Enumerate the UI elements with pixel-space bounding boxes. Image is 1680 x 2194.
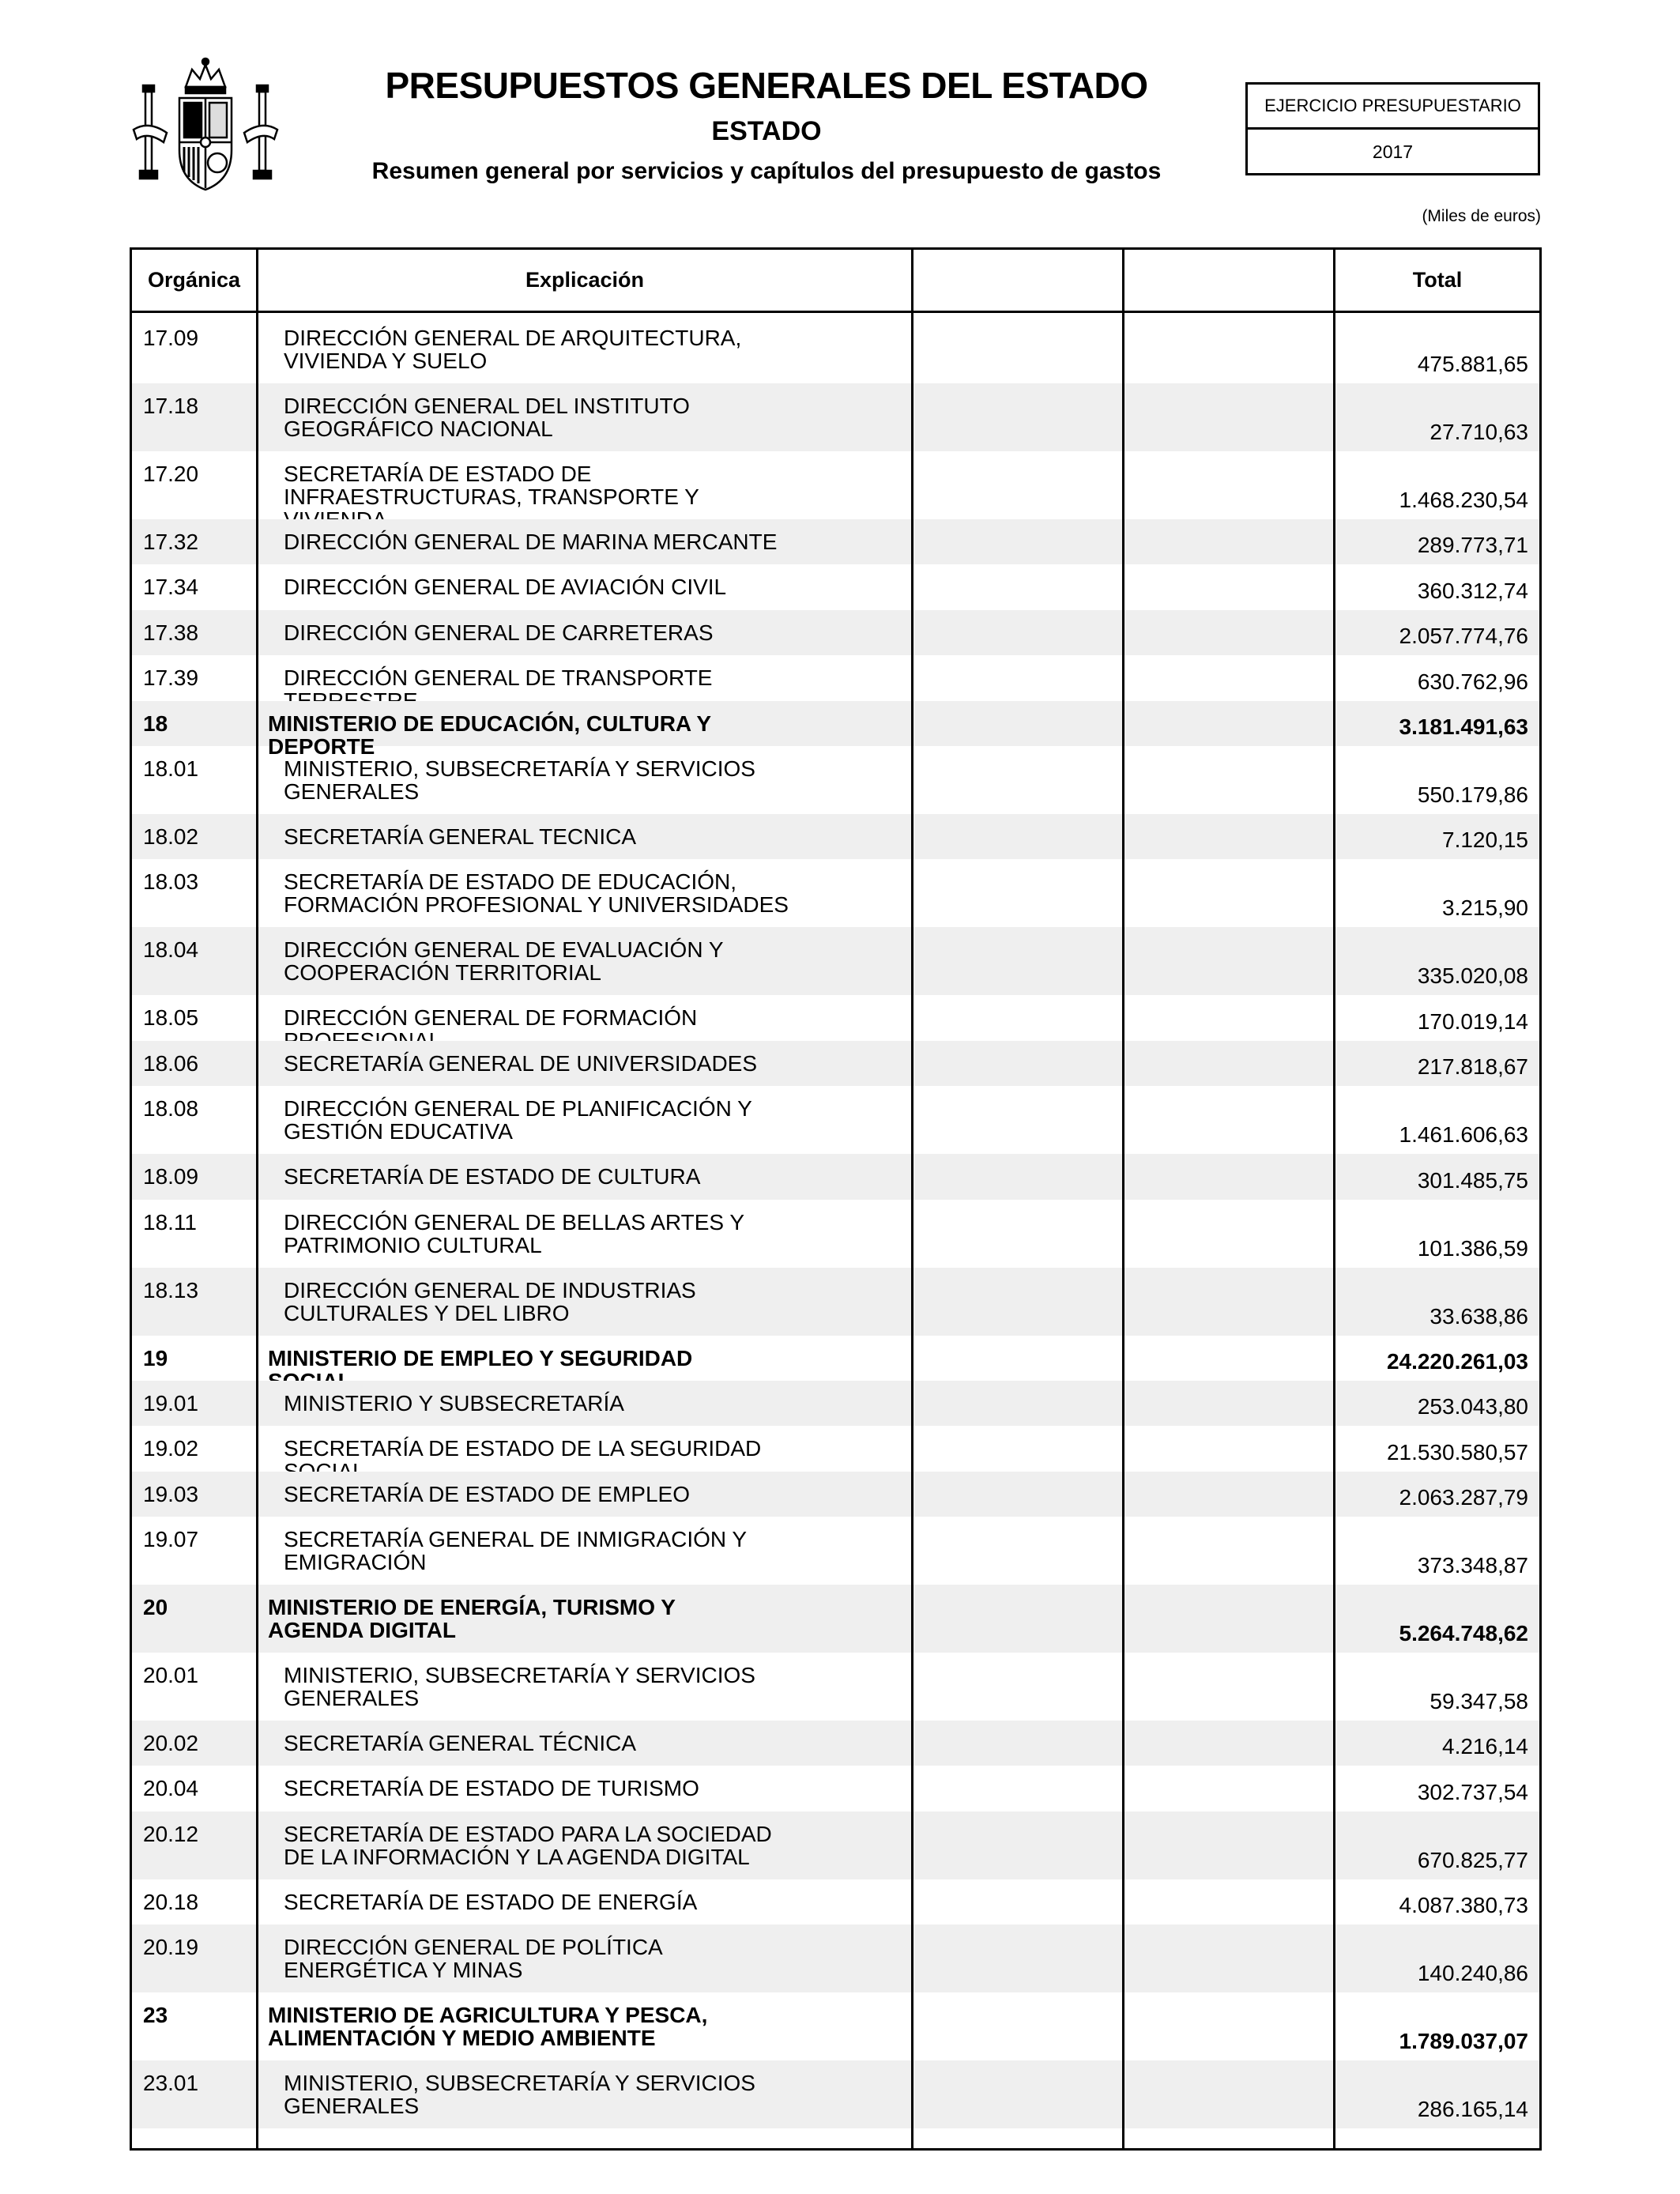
row-total: 4.087.380,73 — [1399, 1893, 1528, 1918]
row-organica: 19.01 — [143, 1390, 199, 1416]
row-organica: 23.01 — [143, 2071, 199, 2096]
budget-table — [130, 247, 1542, 2151]
row-explicacion: DIRECCIÓN GENERAL DE PLANIFICACIÓN Y GESTIÓN EDUCATIVA — [284, 1096, 752, 1144]
row-organica: 19.07 — [143, 1527, 199, 1552]
row-total: 170.019,14 — [1417, 1008, 1528, 1034]
row-organica: 18.06 — [143, 1050, 199, 1076]
table-row — [132, 1811, 1539, 1879]
page-description: Resumen general por servicios y capítulos del presupuesto de gastos — [371, 158, 1162, 184]
row-total: 630.762,96 — [1417, 669, 1528, 694]
table-header — [132, 250, 1539, 313]
ejercicio-year: 2017 — [1372, 141, 1414, 162]
row-total: 7.120,15 — [1442, 827, 1528, 853]
table-row — [132, 1041, 1539, 1086]
row-organica: 18.08 — [143, 1096, 199, 1122]
table-row — [132, 610, 1539, 655]
table-row — [132, 814, 1539, 859]
table-row — [132, 1200, 1539, 1268]
row-explicacion: DIRECCIÓN GENERAL DE CARRETERAS — [284, 620, 714, 645]
table-row — [132, 995, 1539, 1040]
row-total: 4.216,14 — [1442, 1734, 1528, 1759]
column-header-4 — [1124, 250, 1333, 311]
row-organica: 20.12 — [143, 1821, 199, 1846]
row-organica: 18 — [143, 711, 168, 736]
row-explicacion: DIRECCIÓN GENERAL DE FORMACIÓN — [284, 1005, 698, 1031]
row-organica: 20.02 — [143, 1731, 199, 1756]
page-subtitle: ESTADO — [711, 116, 822, 146]
units-note: (Miles de euros) — [1422, 207, 1541, 225]
row-total: 360.312,74 — [1417, 578, 1528, 603]
row-explicacion: DIRECCIÓN GENERAL DE BELLAS ARTES Y PATRIMONIO CULTURAL — [284, 1209, 744, 1257]
row-explicacion: MINISTERIO, SUBSECRETARÍA Y SERVICIOS GENERALES — [284, 756, 755, 804]
row-explicacion: MINISTERIO Y SUBSECRETARÍA — [284, 1390, 624, 1416]
row-organica: 18.01 — [143, 756, 199, 781]
column-header-3 — [913, 250, 1122, 311]
table-row — [132, 655, 1539, 700]
row-explicacion: MINISTERIO, SUBSECRETARÍA Y SERVICIOS GENERALES — [284, 2071, 755, 2119]
row-organica: 20.19 — [143, 1935, 199, 1960]
table-row — [132, 1426, 1539, 1471]
row-organica: 17.34 — [143, 575, 199, 600]
row-explicacion: SECRETARÍA DE ESTADO DE CULTURA — [284, 1164, 701, 1189]
row-explicacion: MINISTERIO, SUBSECRETARÍA Y SERVICIOS GENERALES — [284, 1663, 755, 1711]
table-row — [132, 859, 1539, 927]
row-organica: 19.02 — [143, 1436, 199, 1461]
column-divider — [1122, 250, 1124, 2148]
row-organica: 18.04 — [143, 937, 199, 963]
table-row — [132, 383, 1539, 451]
row-explicacion: SECRETARÍA GENERAL TÉCNICA — [284, 1731, 637, 1756]
row-organica: 17.39 — [143, 665, 199, 691]
row-organica: 20.01 — [143, 1663, 199, 1688]
row-total: 1.789.037,07 — [1399, 2029, 1528, 2054]
row-total: 289.773,71 — [1417, 533, 1528, 558]
row-organica: 17.32 — [143, 530, 199, 554]
header — [316, 62, 1217, 190]
row-explicacion: SECRETARÍA DE ESTADO DE INFRAESTRUCTURAS, TRANSPORTE Y — [284, 462, 699, 509]
row-explicacion: SECRETARÍA DE ESTADO DE EMPLEO — [284, 1481, 690, 1506]
row-total: 3.181.491,63 — [1399, 714, 1528, 739]
row-total: 101.386,59 — [1417, 1235, 1528, 1261]
row-organica: 17.18 — [143, 394, 199, 418]
column-header-total: Total — [1412, 268, 1463, 292]
row-explicacion: SECRETARÍA GENERAL TECNICA — [284, 824, 637, 849]
ejercicio-box — [1245, 82, 1540, 175]
row-total: 286.165,14 — [1417, 2097, 1528, 2122]
row-organica: 17.20 — [143, 462, 199, 486]
row-total: 24.220.261,03 — [1386, 1348, 1528, 1374]
row-organica: 18.13 — [143, 1277, 199, 1302]
table-row — [132, 1336, 1539, 1381]
table-row — [132, 1517, 1539, 1585]
row-total: 33.638,86 — [1430, 1303, 1528, 1329]
column-header-organica: Orgánica — [147, 268, 241, 292]
table-row — [132, 746, 1539, 814]
row-explicacion: MINISTERIO DE EDUCACIÓN, CULTURA Y DEPORTE — [268, 711, 711, 759]
row-total: 2.057.774,76 — [1399, 624, 1528, 649]
table-row — [132, 701, 1539, 759]
table-row — [132, 1721, 1539, 1766]
table-row — [132, 1924, 1539, 1992]
table-row — [132, 1472, 1539, 1517]
row-explicacion: DIRECCIÓN GENERAL DE MARINA MERCANTE — [284, 530, 778, 554]
table-row — [132, 1381, 1539, 1426]
row-organica: 17.38 — [143, 620, 199, 645]
table-row — [132, 1086, 1539, 1154]
row-organica: 20 — [143, 1595, 168, 1620]
table-row — [132, 2060, 1539, 2128]
row-total: 140.240,86 — [1417, 1961, 1528, 1986]
row-explicacion: MINISTERIO DE EMPLEO Y SEGURIDAD — [268, 1345, 693, 1370]
row-organica: 20.04 — [143, 1776, 199, 1801]
row-organica: 18.11 — [143, 1209, 197, 1235]
table-row — [132, 1585, 1539, 1653]
row-total: 27.710,63 — [1430, 420, 1528, 444]
row-total: 670.825,77 — [1417, 1847, 1528, 1872]
column-divider — [256, 250, 258, 2148]
page-title: PRESUPUESTOS GENERALES DEL ESTADO — [385, 65, 1148, 106]
row-total: 335.020,08 — [1417, 963, 1528, 989]
row-explicacion: SECRETARÍA DE ESTADO DE LA SEGURIDAD — [284, 1436, 762, 1461]
row-explicacion: SECRETARÍA DE ESTADO DE EDUCACIÓN, FORMACIÓN PROFESIONAL Y UNIVERSIDADES — [284, 869, 789, 918]
table-row — [132, 451, 1539, 519]
row-total: 301.485,75 — [1417, 1167, 1528, 1193]
row-explicacion: DIRECCIÓN GENERAL DE AVIACIÓN CIVIL — [284, 575, 727, 600]
row-explicacion: DIRECCIÓN GENERAL DE POLÍTICA ENERGÉTICA Y MINAS — [284, 1935, 662, 1983]
row-total: 302.737,54 — [1417, 1779, 1528, 1804]
column-divider — [911, 250, 913, 2148]
table-row — [132, 1766, 1539, 1811]
table-row — [132, 1154, 1539, 1199]
row-organica: 20.18 — [143, 1889, 199, 1914]
row-total: 1.468.230,54 — [1399, 488, 1528, 512]
table-row — [132, 1879, 1539, 1924]
row-organica: 19.03 — [143, 1481, 199, 1506]
table-row — [132, 1268, 1539, 1336]
row-total: 475.881,65 — [1417, 352, 1528, 376]
row-explicacion: MINISTERIO DE ENERGÍA, TURISMO Y AGENDA DIGITAL — [268, 1595, 676, 1643]
row-explicacion: DIRECCIÓN GENERAL DE ARQUITECTURA, VIVIENDA Y SUELO — [284, 326, 742, 373]
row-total: 5.264.748,62 — [1399, 1621, 1528, 1646]
row-total: 253.043,80 — [1417, 1394, 1528, 1419]
table-body — [132, 315, 1539, 2128]
table-row — [132, 1992, 1539, 2060]
row-explicacion: SECRETARÍA DE ESTADO DE ENERGÍA — [284, 1889, 698, 1914]
row-total: 217.818,67 — [1417, 1054, 1528, 1080]
row-total: 59.347,58 — [1430, 1689, 1528, 1714]
table-row — [132, 315, 1539, 383]
row-total: 3.215,90 — [1442, 895, 1528, 921]
row-organica: 18.03 — [143, 869, 199, 895]
row-total: 21.530.580,57 — [1386, 1439, 1528, 1465]
table-row — [132, 1653, 1539, 1721]
row-organica: 18.05 — [143, 1005, 199, 1031]
row-total: 1.461.606,63 — [1399, 1122, 1528, 1148]
table-row — [132, 927, 1539, 995]
row-organica: 18.09 — [143, 1164, 199, 1189]
row-explicacion: DIRECCIÓN GENERAL DE TRANSPORTE — [284, 665, 713, 691]
row-explicacion: DIRECCIÓN GENERAL DE EVALUACIÓN Y COOPERACIÓN TERRITORIAL — [284, 937, 723, 986]
row-total: 550.179,86 — [1417, 782, 1528, 807]
row-explicacion: SECRETARÍA GENERAL DE UNIVERSIDADES — [284, 1050, 758, 1076]
row-total: 2.063.287,79 — [1399, 1485, 1528, 1510]
row-explicacion: SECRETARÍA DE ESTADO PARA LA SOCIEDAD DE LA INFORMACIÓN Y LA AGENDA DIGITAL — [284, 1821, 772, 1869]
table-row — [132, 519, 1539, 564]
row-explicacion: DIRECCIÓN GENERAL DEL INSTITUTO GEOGRÁFICO NACIONAL — [284, 394, 690, 441]
table-row — [132, 564, 1539, 609]
row-explicacion: DIRECCIÓN GENERAL DE INDUSTRIAS CULTURALES Y DEL LIBRO — [284, 1277, 696, 1325]
row-explicacion: MINISTERIO DE AGRICULTURA Y PESCA, ALIMENTACIÓN Y MEDIO AMBIENTE — [268, 2003, 708, 2051]
row-explicacion: SECRETARÍA DE ESTADO DE TURISMO — [284, 1776, 699, 1801]
column-divider — [1333, 250, 1335, 2148]
ejercicio-label: EJERCICIO PRESUPUESTARIO — [1248, 85, 1538, 130]
row-total: 373.348,87 — [1417, 1553, 1528, 1578]
row-organica: 19 — [143, 1345, 168, 1370]
row-organica: 18.02 — [143, 824, 199, 849]
coat-of-arms-icon — [130, 54, 281, 204]
column-header-explicacion: Explicación — [525, 268, 645, 292]
row-organica: 23 — [143, 2003, 168, 2028]
row-explicacion: SECRETARÍA GENERAL DE INMIGRACIÓN Y EMIGRACIÓN — [284, 1527, 747, 1575]
row-organica: 17.09 — [143, 326, 199, 350]
